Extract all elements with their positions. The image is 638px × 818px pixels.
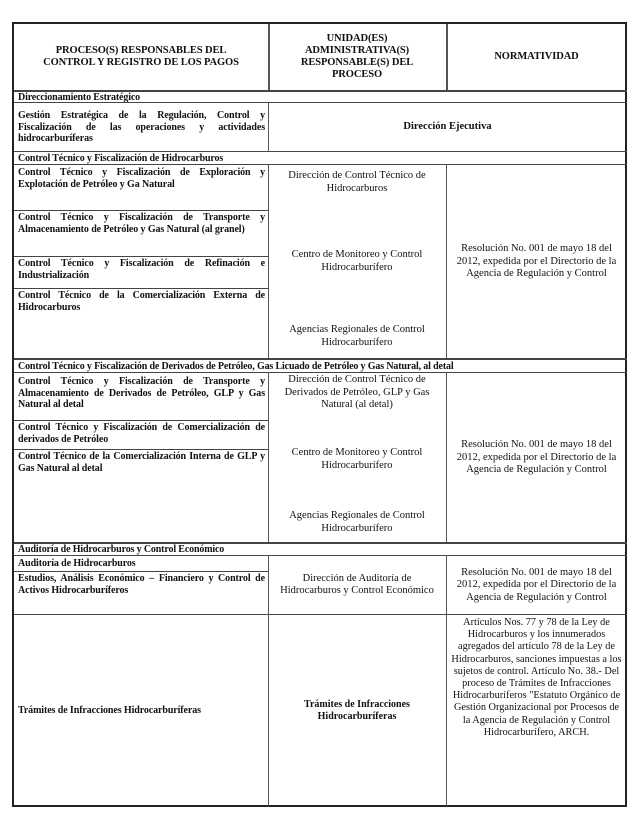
unit-direccion-ejecutiva: Dirección Ejecutiva xyxy=(403,121,492,133)
rule-col1-s3 xyxy=(268,372,269,542)
processes-table xyxy=(12,22,627,807)
process-refinacion: Control Técnico y Fiscalización de Refinación e Industrialización xyxy=(18,258,265,281)
rule-col2-s4 xyxy=(446,555,447,807)
rule-s1-title xyxy=(14,102,627,103)
process-tramites-infracciones-text: Trámites de Infracciones Hidrocarburíferas xyxy=(18,705,201,717)
unit-direccion-auditoria: Dirección de Auditoría de Hidrocarburos y Control Económico xyxy=(280,572,434,596)
rule-header xyxy=(14,90,627,92)
process-transporte: Control Técnico y Fiscalización de Transporte y Almacenamiento de Petróleo y Gas Natural (al granel) xyxy=(18,212,265,235)
rule-s3-p1 xyxy=(14,420,268,421)
section-title-auditoria: Auditoría de Hidrocarburos y Control Económico xyxy=(18,544,225,555)
rule-s4-title xyxy=(14,555,627,556)
rule-s3-title xyxy=(14,372,627,373)
rule-s4-p1 xyxy=(14,571,268,572)
process-gestion-estrategica-text: Gestión Estratégica de la Regulación, Control y Fiscalización de las operaciones y actividades hidrocarburíferas xyxy=(18,110,265,145)
process-exploracion: Control Técnico y Fiscalización de Exploración y Explotación de Petróleo y Ga Natural xyxy=(18,167,265,190)
unit-agencias-regionales-2: Agencias Regionales de Control Hidrocarburífero xyxy=(289,510,425,534)
rule-s2-end xyxy=(14,358,627,360)
rule-s4-row xyxy=(14,614,627,615)
unit-tramites-infracciones: Trámites de Infracciones Hidrocarburíferas xyxy=(304,699,410,722)
process-comercializacion-interna-glp: Control Técnico de la Comercialización Interna de GLP y Gas Natural al detal xyxy=(18,451,265,474)
section-title-derivados: Control Técnico y Fiscalización de Derivados de Petróleo, Gas Licuado de Petróleo y Gas Natural, al detal xyxy=(18,360,454,372)
unit-centro-monitoreo: Centro de Monitoreo y Control Hidrocarburífero xyxy=(291,249,423,273)
rule-col2-s2 xyxy=(446,164,447,358)
section-title-direccionamiento: Direccionamiento Estratégico xyxy=(18,91,140,103)
rule-col1-s1 xyxy=(268,102,269,151)
unit-agencias-regionales: Agencias Regionales de Control Hidrocarburífero xyxy=(289,324,425,348)
rule-col1-s4 xyxy=(268,555,269,807)
header-units: UNIDAD(ES) ADMINISTRATIVA(S) RESPONSABLE(S) DEL PROCESO xyxy=(300,33,414,80)
norm-resolucion-001-b: Resolución No. 001 de mayo 18 del 2012, expedida por el Directorio de la Agencia de Regulación y Control xyxy=(456,439,617,476)
process-estudios-analisis: Estudios, Análisis Económico – Financiero y Control de Activos Hidrocarburíferos xyxy=(18,573,265,596)
process-auditoria: Auditoría de Hidrocarburos xyxy=(18,558,136,569)
rule-s2-p2 xyxy=(14,256,268,257)
process-gestion-estrategica xyxy=(14,103,268,152)
process-comercializacion-externa: Control Técnico de la Comercialización Externa de Hidrocarburos xyxy=(18,290,265,313)
unit-direccion-derivados: Dirección de Control Técnico de Derivados de Petróleo, GLP y Gas Natural (al detal) xyxy=(284,374,430,410)
header-processes: PROCESO(S) RESPONSABLES DEL CONTROL Y REGISTRO DE LOS PAGOS xyxy=(43,45,239,68)
rule-col2-header xyxy=(446,24,448,90)
rule-s2-p1 xyxy=(14,210,268,211)
norm-articulos-ley: Artículos Nos. 77 y 78 de la Ley de Hidrocarburos y los innumerados agregados del artículo 78 de la Ley de Hidrocarburos, sanciones impuestas a los sujetos de control. Artículo No. 38.- Del proceso de Trámites de Infracciones Hidrocarburíferos "Estatuto Orgánico de Gestión Organizacional por Procesos de la Agencia de Regulación y Control Hidrocarburífero, ARCH. xyxy=(451,617,622,738)
process-comercializacion-derivados: Control Técnico y Fiscalización de Comercialización de derivados de Petróleo xyxy=(18,422,265,445)
process-tramites-infracciones xyxy=(14,615,268,807)
norm-resolucion-001: Resolución No. 001 de mayo 18 del 2012, expedida por el Directorio de la Agencia de Regulación y Control xyxy=(456,243,617,280)
rule-s1-row xyxy=(14,151,627,152)
rule-s2-title xyxy=(14,164,627,165)
unit-centro-monitoreo-2: Centro de Monitoreo y Control Hidrocarburífero xyxy=(291,447,423,471)
section-title-control-tecnico: Control Técnico y Fiscalización de Hidrocarburos xyxy=(18,153,224,164)
norm-resolucion-001-c: Resolución No. 001 de mayo 18 del 2012, expedida por el Directorio de la Agencia de Regulación y Control xyxy=(456,566,617,603)
unit-direccion-control-tecnico: Dirección de Control Técnico de Hidrocarburos xyxy=(288,170,426,194)
rule-s2-p3 xyxy=(14,288,268,289)
rule-col1-s2 xyxy=(268,164,269,358)
rule-col2-s3 xyxy=(446,372,447,542)
rule-col1-header xyxy=(268,24,270,90)
process-transporte-derivados: Control Técnico y Fiscalización de Transporte y Almacenamiento de Derivados de Petróleo, GLP y Gas Natural al detal xyxy=(18,376,265,410)
rule-s3-p2 xyxy=(14,449,268,450)
header-normativity: NORMATIVIDAD xyxy=(494,51,579,62)
rule-s3-end xyxy=(14,542,627,544)
